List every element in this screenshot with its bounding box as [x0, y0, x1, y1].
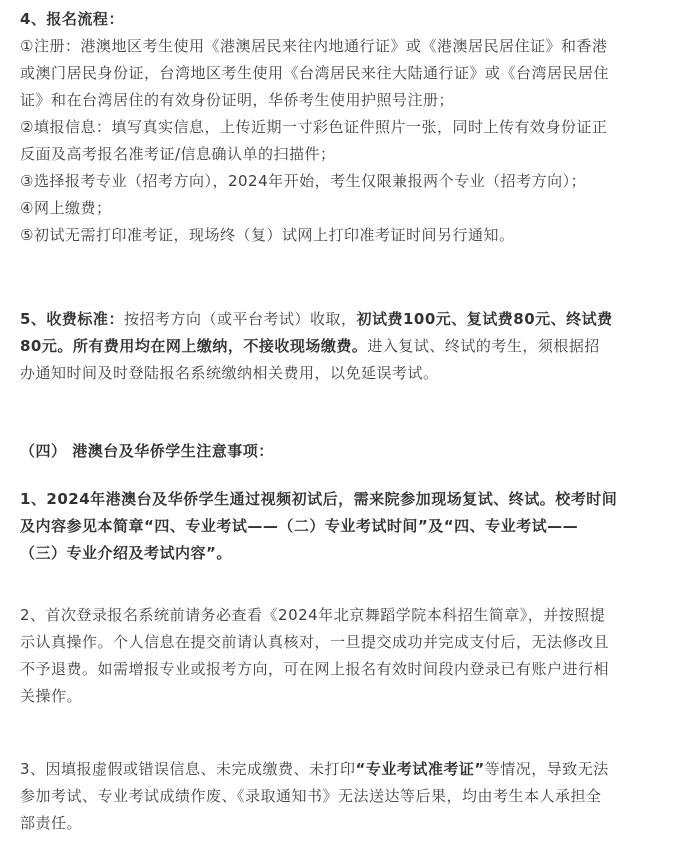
note-1-line: （三）专业介绍及考试内容”。 — [20, 544, 232, 562]
fee-label: 5、收费标准： — [20, 310, 124, 328]
fee-line-3: 办通知时间及时登陆报名系统缴纳相关费用，以免延误考试。 — [20, 364, 439, 382]
note-3-line: 参加考试、专业考试成绩作废、《录取通知书》无法送达等后果，均由考生本人承担全 — [20, 787, 602, 805]
fee-payment-rule: 80元。所有费用均在网上缴纳，不接收现场缴费。 — [20, 337, 368, 355]
fee-amounts: 初试费100元、复试费80元、终试费 — [356, 310, 613, 328]
note-3-text: 3、因填报虚假或错误信息、未完成缴费、未打印 — [20, 760, 356, 778]
note-2-line: 2、首次登录报名系统前请务必查看《2024年北京舞蹈学院本科招生简章》，并按照提 — [20, 606, 606, 624]
note-2 — [20, 602, 661, 710]
note-1-line: 1、2024年港澳台及华侨学生通过视频初试后，需来院参加现场复试、终试。校考时间 — [20, 490, 618, 508]
section-4-line: ②填报信息：填写真实信息，上传近期一寸彩色证件照片一张，同时上传有效身份证正 — [20, 118, 608, 136]
note-1 — [20, 486, 661, 567]
section-4-heading: 4、报名流程： — [20, 10, 124, 28]
subsection-heading — [20, 438, 661, 465]
note-2-line: 不予退费。如需增报专业或报考方向，可在网上报名有效时间段内登录已有账户进行相 — [20, 660, 610, 678]
section-4-line: 或澳门居民身份证，台湾地区考生使用《台湾居民来往大陆通行证》或《台湾居民居住 — [20, 64, 610, 82]
note-2-line: 关操作。 — [20, 687, 83, 705]
note-3-line-1 — [20, 756, 661, 783]
section-4-line: ⑤初试无需打印准考证，现场终（复）试网上打印准考证时间另行通知。 — [20, 226, 515, 244]
section-4-line: ①注册：港澳地区考生使用《港澳居民来往内地通行证》或《港澳居民居住证》和香港 — [20, 37, 608, 55]
fee-text: 按招考方向（或平台考试）收取， — [123, 310, 357, 328]
section-4-line: 证》和在台湾居住的有效身份证明，华侨考生使用护照号注册； — [20, 91, 455, 109]
admission-ticket-term: “专业考试准考证” — [355, 760, 485, 778]
fee-text: 进入复试、终试的考生，须根据招 — [367, 337, 600, 355]
section-5-fee-standard — [20, 306, 661, 387]
note-3-line: 部责任。 — [20, 814, 83, 832]
note-3 — [20, 756, 661, 837]
note-3-text: 等情况，导致无法 — [484, 760, 609, 778]
section-4-line: ④网上缴费； — [20, 199, 112, 217]
note-1-line: 及内容参见本简章“四、专业考试——（二）专业考试时间”及“四、专业考试—— — [20, 517, 579, 535]
section-4-line: 反面及高考报名准考证/信息确认单的扫描件； — [20, 145, 336, 163]
section-4-line: ③选择报考专业（招考方向），2024年开始，考生仅限兼报两个专业（招考方向）； — [20, 172, 587, 190]
fee-line-1 — [20, 306, 661, 333]
fee-line-2 — [20, 333, 661, 360]
subsection-title: （四） 港澳台及华侨学生注意事项： — [20, 442, 274, 460]
note-2-line: 示认真操作。个人信息在提交前请认真核对，一旦提交成功并完成支付后，无法修改且 — [20, 633, 610, 651]
section-4-registration-process — [20, 6, 661, 249]
